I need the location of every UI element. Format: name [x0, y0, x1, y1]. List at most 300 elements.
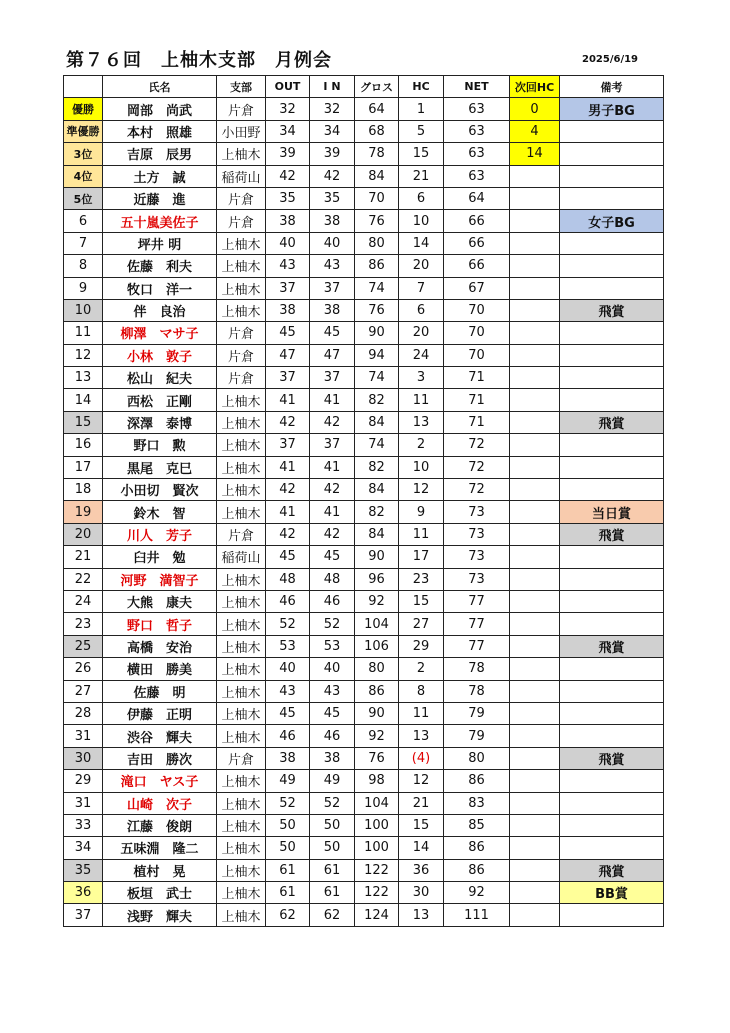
- note-cell: [560, 904, 664, 926]
- note-cell: 女子BG: [560, 210, 664, 232]
- gross-score-cell: 122: [355, 882, 399, 904]
- rank-cell: 6: [64, 210, 103, 232]
- next-hc-cell: [510, 837, 560, 859]
- gross-score-cell: 90: [355, 546, 399, 568]
- gross-score-cell: 96: [355, 568, 399, 590]
- in-score-cell: 50: [310, 837, 355, 859]
- next-hc-cell: [510, 590, 560, 612]
- gross-score-cell: 74: [355, 434, 399, 456]
- branch-cell: 上柚木: [217, 658, 266, 680]
- name-cell: 渋谷 輝夫: [103, 725, 217, 747]
- column-header-rank: [64, 76, 103, 98]
- handicap-cell: 12: [399, 479, 444, 501]
- gross-score-cell: 104: [355, 792, 399, 814]
- out-score-cell: 48: [266, 568, 310, 590]
- out-score-cell: 38: [266, 747, 310, 769]
- out-score-cell: 49: [266, 770, 310, 792]
- in-score-cell: 35: [310, 187, 355, 209]
- gross-score-cell: 82: [355, 456, 399, 478]
- handicap-cell: 27: [399, 613, 444, 635]
- net-score-cell: 86: [444, 837, 510, 859]
- gross-score-cell: 84: [355, 479, 399, 501]
- next-hc-cell: [510, 747, 560, 769]
- table-row: [64, 747, 664, 769]
- note-cell: [560, 389, 664, 411]
- table-row: [64, 187, 664, 209]
- rank-cell: 35: [64, 859, 103, 881]
- rank-cell: 10: [64, 299, 103, 321]
- branch-cell: 上柚木: [217, 479, 266, 501]
- in-score-cell: 42: [310, 479, 355, 501]
- net-score-cell: 72: [444, 456, 510, 478]
- column-header-in: I N: [310, 76, 355, 98]
- gross-score-cell: 124: [355, 904, 399, 926]
- net-score-cell: 71: [444, 389, 510, 411]
- branch-cell: 上柚木: [217, 411, 266, 433]
- branch-cell: 上柚木: [217, 277, 266, 299]
- handicap-cell: 3: [399, 367, 444, 389]
- rank-cell: 20: [64, 523, 103, 545]
- gross-score-cell: 90: [355, 322, 399, 344]
- gross-score-cell: 92: [355, 590, 399, 612]
- handicap-cell: 2: [399, 658, 444, 680]
- out-score-cell: 46: [266, 590, 310, 612]
- branch-cell: 稲荷山: [217, 546, 266, 568]
- in-score-cell: 45: [310, 702, 355, 724]
- rank-cell: 30: [64, 747, 103, 769]
- handicap-cell: 21: [399, 165, 444, 187]
- handicap-cell: 8: [399, 680, 444, 702]
- table-row: [64, 501, 664, 523]
- rank-cell: 21: [64, 546, 103, 568]
- name-cell: 江藤 俊朗: [103, 814, 217, 836]
- name-cell: 松山 紀夫: [103, 367, 217, 389]
- net-score-cell: 70: [444, 344, 510, 366]
- name-cell: 臼井 勉: [103, 546, 217, 568]
- gross-score-cell: 100: [355, 837, 399, 859]
- name-cell: 伊藤 正明: [103, 702, 217, 724]
- handicap-cell: 1: [399, 98, 444, 120]
- in-score-cell: 38: [310, 210, 355, 232]
- name-cell: 西松 正剛: [103, 389, 217, 411]
- net-score-cell: 66: [444, 210, 510, 232]
- note-cell: [560, 568, 664, 590]
- out-score-cell: 41: [266, 501, 310, 523]
- rank-cell: 14: [64, 389, 103, 411]
- gross-score-cell: 84: [355, 411, 399, 433]
- handicap-cell: 5: [399, 120, 444, 142]
- table-row: [64, 635, 664, 657]
- net-score-cell: 63: [444, 98, 510, 120]
- gross-score-cell: 74: [355, 367, 399, 389]
- in-score-cell: 39: [310, 143, 355, 165]
- note-cell: 飛賞: [560, 859, 664, 881]
- handicap-cell: 15: [399, 814, 444, 836]
- out-score-cell: 47: [266, 344, 310, 366]
- column-header-next-hc: 次回HC: [510, 76, 560, 98]
- name-cell: 河野 満智子: [103, 568, 217, 590]
- net-score-cell: 77: [444, 635, 510, 657]
- branch-cell: 上柚木: [217, 859, 266, 881]
- name-cell: 植村 晃: [103, 859, 217, 881]
- rank-cell: 16: [64, 434, 103, 456]
- in-score-cell: 46: [310, 725, 355, 747]
- table-row: [64, 98, 664, 120]
- branch-cell: 片倉: [217, 322, 266, 344]
- rank-cell: 15: [64, 411, 103, 433]
- gross-score-cell: 98: [355, 770, 399, 792]
- rank-cell: 18: [64, 479, 103, 501]
- name-cell: 高橋 安治: [103, 635, 217, 657]
- table-row: [64, 299, 664, 321]
- handicap-cell: 11: [399, 523, 444, 545]
- note-cell: 飛賞: [560, 747, 664, 769]
- column-header-hc: HC: [399, 76, 444, 98]
- out-score-cell: 37: [266, 434, 310, 456]
- name-cell: 本村 照雄: [103, 120, 217, 142]
- branch-cell: 上柚木: [217, 680, 266, 702]
- gross-score-cell: 94: [355, 344, 399, 366]
- branch-cell: 片倉: [217, 747, 266, 769]
- out-score-cell: 50: [266, 814, 310, 836]
- note-cell: [560, 837, 664, 859]
- in-score-cell: 37: [310, 367, 355, 389]
- name-cell: 山崎 次子: [103, 792, 217, 814]
- table-row: [64, 680, 664, 702]
- next-hc-cell: [510, 456, 560, 478]
- rank-cell: 優勝: [64, 98, 103, 120]
- handicap-cell: 2: [399, 434, 444, 456]
- branch-cell: 上柚木: [217, 792, 266, 814]
- net-score-cell: 86: [444, 770, 510, 792]
- in-score-cell: 45: [310, 546, 355, 568]
- branch-cell: 上柚木: [217, 434, 266, 456]
- handicap-cell: 10: [399, 456, 444, 478]
- table-row: [64, 165, 664, 187]
- column-header-note: 備考: [560, 76, 664, 98]
- name-cell: 滝口 ヤス子: [103, 770, 217, 792]
- net-score-cell: 80: [444, 747, 510, 769]
- net-score-cell: 77: [444, 613, 510, 635]
- note-cell: 飛賞: [560, 411, 664, 433]
- gross-score-cell: 76: [355, 210, 399, 232]
- net-score-cell: 73: [444, 568, 510, 590]
- rank-cell: 28: [64, 702, 103, 724]
- branch-cell: 上柚木: [217, 613, 266, 635]
- net-score-cell: 111: [444, 904, 510, 926]
- next-hc-cell: 14: [510, 143, 560, 165]
- out-score-cell: 35: [266, 187, 310, 209]
- out-score-cell: 41: [266, 389, 310, 411]
- in-score-cell: 62: [310, 904, 355, 926]
- branch-cell: 上柚木: [217, 501, 266, 523]
- name-cell: 川人 芳子: [103, 523, 217, 545]
- name-cell: 鈴木 智: [103, 501, 217, 523]
- table-row: [64, 702, 664, 724]
- note-cell: [560, 322, 664, 344]
- gross-score-cell: 82: [355, 389, 399, 411]
- net-score-cell: 66: [444, 232, 510, 254]
- note-cell: [560, 725, 664, 747]
- net-score-cell: 86: [444, 859, 510, 881]
- net-score-cell: 85: [444, 814, 510, 836]
- table-row: [64, 658, 664, 680]
- rank-cell: 4位: [64, 165, 103, 187]
- handicap-cell: 11: [399, 702, 444, 724]
- next-hc-cell: [510, 322, 560, 344]
- in-score-cell: 41: [310, 501, 355, 523]
- name-cell: 吉原 辰男: [103, 143, 217, 165]
- note-cell: [560, 255, 664, 277]
- name-cell: 柳澤 マサ子: [103, 322, 217, 344]
- out-score-cell: 37: [266, 277, 310, 299]
- name-cell: 岡部 尚武: [103, 98, 217, 120]
- out-score-cell: 46: [266, 725, 310, 747]
- note-cell: [560, 770, 664, 792]
- name-cell: 野口 哲子: [103, 613, 217, 635]
- out-score-cell: 52: [266, 613, 310, 635]
- rank-cell: 26: [64, 658, 103, 680]
- column-header-name: 氏名: [103, 76, 217, 98]
- name-cell: 深澤 泰博: [103, 411, 217, 433]
- rank-cell: 8: [64, 255, 103, 277]
- table-row: [64, 546, 664, 568]
- branch-cell: 上柚木: [217, 725, 266, 747]
- table-row: [64, 322, 664, 344]
- rank-cell: 準優勝: [64, 120, 103, 142]
- branch-cell: 上柚木: [217, 299, 266, 321]
- next-hc-cell: [510, 702, 560, 724]
- out-score-cell: 40: [266, 232, 310, 254]
- branch-cell: 上柚木: [217, 882, 266, 904]
- rank-cell: 3位: [64, 143, 103, 165]
- note-cell: 当日賞: [560, 501, 664, 523]
- in-score-cell: 41: [310, 456, 355, 478]
- in-score-cell: 37: [310, 277, 355, 299]
- note-cell: BB賞: [560, 882, 664, 904]
- next-hc-cell: [510, 613, 560, 635]
- net-score-cell: 77: [444, 590, 510, 612]
- gross-score-cell: 122: [355, 859, 399, 881]
- out-score-cell: 52: [266, 792, 310, 814]
- gross-score-cell: 100: [355, 814, 399, 836]
- out-score-cell: 42: [266, 479, 310, 501]
- table-row: [64, 277, 664, 299]
- out-score-cell: 41: [266, 456, 310, 478]
- next-hc-cell: [510, 904, 560, 926]
- next-hc-cell: [510, 277, 560, 299]
- next-hc-cell: [510, 546, 560, 568]
- net-score-cell: 72: [444, 479, 510, 501]
- branch-cell: 片倉: [217, 187, 266, 209]
- handicap-cell: 6: [399, 299, 444, 321]
- table-row: [64, 344, 664, 366]
- out-score-cell: 34: [266, 120, 310, 142]
- table-row: [64, 770, 664, 792]
- in-score-cell: 42: [310, 411, 355, 433]
- table-row: [64, 411, 664, 433]
- net-score-cell: 63: [444, 120, 510, 142]
- out-score-cell: 43: [266, 680, 310, 702]
- note-cell: [560, 702, 664, 724]
- column-header-out: OUT: [266, 76, 310, 98]
- table-row: [64, 479, 664, 501]
- handicap-cell: 10: [399, 210, 444, 232]
- table-row: [64, 389, 664, 411]
- in-score-cell: 47: [310, 344, 355, 366]
- table-row: [64, 523, 664, 545]
- next-hc-cell: [510, 568, 560, 590]
- next-hc-cell: [510, 411, 560, 433]
- note-cell: [560, 232, 664, 254]
- handicap-cell: 11: [399, 389, 444, 411]
- handicap-cell: 13: [399, 411, 444, 433]
- note-cell: 飛賞: [560, 523, 664, 545]
- note-cell: [560, 546, 664, 568]
- next-hc-cell: [510, 232, 560, 254]
- net-score-cell: 78: [444, 680, 510, 702]
- handicap-cell: 21: [399, 792, 444, 814]
- in-score-cell: 32: [310, 98, 355, 120]
- net-score-cell: 73: [444, 523, 510, 545]
- net-score-cell: 92: [444, 882, 510, 904]
- out-score-cell: 45: [266, 322, 310, 344]
- in-score-cell: 61: [310, 859, 355, 881]
- out-score-cell: 61: [266, 882, 310, 904]
- branch-cell: 片倉: [217, 210, 266, 232]
- gross-score-cell: 64: [355, 98, 399, 120]
- rank-cell: 34: [64, 837, 103, 859]
- handicap-cell: 29: [399, 635, 444, 657]
- table-row: [64, 837, 664, 859]
- gross-score-cell: 80: [355, 232, 399, 254]
- rank-cell: 25: [64, 635, 103, 657]
- gross-score-cell: 92: [355, 725, 399, 747]
- net-score-cell: 79: [444, 725, 510, 747]
- table-row: [64, 434, 664, 456]
- out-score-cell: 39: [266, 143, 310, 165]
- gross-score-cell: 86: [355, 255, 399, 277]
- handicap-cell: 13: [399, 725, 444, 747]
- in-score-cell: 43: [310, 255, 355, 277]
- next-hc-cell: [510, 770, 560, 792]
- name-cell: 板垣 武士: [103, 882, 217, 904]
- name-cell: 大熊 康夫: [103, 590, 217, 612]
- name-cell: 牧口 洋一: [103, 277, 217, 299]
- gross-score-cell: 78: [355, 143, 399, 165]
- note-cell: [560, 187, 664, 209]
- gross-score-cell: 106: [355, 635, 399, 657]
- next-hc-cell: [510, 523, 560, 545]
- out-score-cell: 42: [266, 411, 310, 433]
- note-cell: 飛賞: [560, 635, 664, 657]
- note-cell: [560, 792, 664, 814]
- table-row: [64, 814, 664, 836]
- out-score-cell: 53: [266, 635, 310, 657]
- next-hc-cell: [510, 635, 560, 657]
- net-score-cell: 72: [444, 434, 510, 456]
- next-hc-cell: 0: [510, 98, 560, 120]
- in-score-cell: 48: [310, 568, 355, 590]
- handicap-cell: 30: [399, 882, 444, 904]
- out-score-cell: 40: [266, 658, 310, 680]
- next-hc-cell: 4: [510, 120, 560, 142]
- page-title: 第７６回 上柚木支部 月例会: [66, 50, 332, 71]
- handicap-cell: 17: [399, 546, 444, 568]
- name-cell: 佐藤 利夫: [103, 255, 217, 277]
- rank-cell: 5位: [64, 187, 103, 209]
- next-hc-cell: [510, 255, 560, 277]
- rank-cell: 9: [64, 277, 103, 299]
- rank-cell: 7: [64, 232, 103, 254]
- next-hc-cell: [510, 680, 560, 702]
- rank-cell: 33: [64, 814, 103, 836]
- next-hc-cell: [510, 389, 560, 411]
- table-row: [64, 725, 664, 747]
- name-cell: 佐藤 明: [103, 680, 217, 702]
- gross-score-cell: 82: [355, 501, 399, 523]
- in-score-cell: 43: [310, 680, 355, 702]
- rank-cell: 22: [64, 568, 103, 590]
- note-cell: [560, 277, 664, 299]
- handicap-cell: 15: [399, 590, 444, 612]
- out-score-cell: 43: [266, 255, 310, 277]
- net-score-cell: 73: [444, 501, 510, 523]
- next-hc-cell: [510, 367, 560, 389]
- name-cell: 伴 良治: [103, 299, 217, 321]
- branch-cell: 片倉: [217, 98, 266, 120]
- next-hc-cell: [510, 658, 560, 680]
- results-body: [64, 98, 664, 926]
- note-cell: 男子BG: [560, 98, 664, 120]
- rank-cell: 19: [64, 501, 103, 523]
- note-cell: 飛賞: [560, 299, 664, 321]
- next-hc-cell: [510, 165, 560, 187]
- handicap-cell: 12: [399, 770, 444, 792]
- net-score-cell: 63: [444, 143, 510, 165]
- table-row: [64, 255, 664, 277]
- name-cell: 坪井 明: [103, 232, 217, 254]
- in-score-cell: 53: [310, 635, 355, 657]
- handicap-cell: 36: [399, 859, 444, 881]
- in-score-cell: 38: [310, 299, 355, 321]
- handicap-cell: 9: [399, 501, 444, 523]
- gross-score-cell: 76: [355, 299, 399, 321]
- gross-score-cell: 90: [355, 702, 399, 724]
- next-hc-cell: [510, 814, 560, 836]
- gross-score-cell: 74: [355, 277, 399, 299]
- out-score-cell: 42: [266, 523, 310, 545]
- note-cell: [560, 143, 664, 165]
- net-score-cell: 66: [444, 255, 510, 277]
- table-row: [64, 590, 664, 612]
- note-cell: [560, 680, 664, 702]
- next-hc-cell: [510, 882, 560, 904]
- net-score-cell: 71: [444, 411, 510, 433]
- next-hc-cell: [510, 187, 560, 209]
- in-score-cell: 40: [310, 658, 355, 680]
- branch-cell: 片倉: [217, 367, 266, 389]
- note-cell: [560, 344, 664, 366]
- table-row: [64, 568, 664, 590]
- net-score-cell: 83: [444, 792, 510, 814]
- table-row: [64, 210, 664, 232]
- branch-cell: 小田野: [217, 120, 266, 142]
- branch-cell: 上柚木: [217, 232, 266, 254]
- in-score-cell: 52: [310, 792, 355, 814]
- name-cell: 小田切 賢次: [103, 479, 217, 501]
- column-header-net: NET: [444, 76, 510, 98]
